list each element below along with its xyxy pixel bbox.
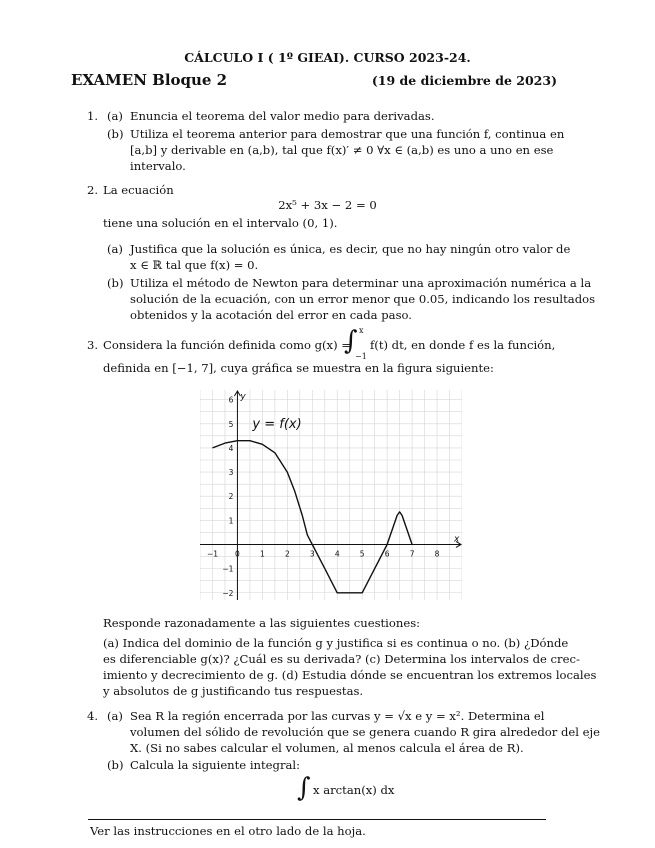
q2-intro: La ecuación — [103, 183, 174, 197]
q2b-line3: obtenidos y la acotación del error en cada paso. — [130, 308, 412, 322]
q1b-line1: Utiliza el teorema anterior para demostrar que una función f, continua en — [130, 127, 565, 141]
q2b-line2: solución de la ecuación, con un error menor que 0.05, indicando los resultados — [130, 292, 596, 306]
q3-instructions: Responde razonadamente a las siguientes cuestiones: — [103, 616, 421, 630]
q3-para-line2: es diferenciable g(x)? ¿Cuál es su derivada? (c) Determina los intervalos de crec- — [103, 652, 580, 666]
integral-lower-limit: −1 — [355, 352, 367, 361]
q3-para-line1: (a) Indica del dominio de la función g y justifica si es continua o no. (b) ¿Dónde — [103, 636, 569, 650]
integral-sign: ∫ — [344, 326, 358, 356]
page-title: CÁLCULO I ( 1º GIEAI). CURSO 2023-24. — [184, 50, 471, 65]
x-tick-label: 6 — [384, 549, 390, 559]
y-tick-label: −1 — [222, 564, 234, 574]
x-tick-label: 4 — [334, 549, 340, 559]
q3-line2: definida en [−1, 7], cuya gráfica se muestra en la figura siguiente: — [103, 361, 494, 375]
integral-upper-limit: x — [359, 326, 364, 335]
exam-heading: EXAMEN Bloque 2 — [71, 71, 228, 89]
function-graph — [200, 390, 462, 600]
q4b-integral: x arctan(x) dx — [313, 783, 395, 797]
exam-date: (19 de diciembre de 2023) — [371, 73, 557, 88]
q1b-label: (b) — [107, 127, 124, 141]
q2b-line1: Utiliza el método de Newton para determinar una aproximación numérica a la — [130, 276, 592, 290]
footer-rule — [88, 819, 546, 820]
q4a-line2: volumen del sólido de revolución que se genera cuando R gira alrededor del eje — [130, 725, 600, 739]
q3-para-line4: y absolutos de g justificando tus respuestas. — [103, 684, 364, 698]
y-tick-label: 4 — [228, 443, 234, 453]
y-tick-label: 6 — [228, 395, 234, 405]
q3-number: 3. — [87, 338, 99, 352]
q2a-line1: Justifica que la solución es única, es decir, que no hay ningún otro valor de — [130, 242, 571, 256]
q4b-label: (b) — [107, 758, 124, 772]
q3-para-line3: imiento y decrecimiento de g. (d) Estudia dónde se encuentran los extremos locales — [103, 668, 597, 682]
x-tick-label: 0 — [235, 549, 240, 559]
q4b-text: Calcula la siguiente integral: — [130, 758, 301, 772]
y-tick-label: 2 — [228, 492, 234, 502]
x-tick-label: 1 — [259, 549, 265, 559]
integral-sign-q4: ∫ — [297, 773, 311, 803]
footer-note: Ver las instrucciones en el otro lado de la hoja. — [90, 824, 366, 838]
y-tick-label: 5 — [228, 419, 234, 429]
q2-after: tiene una solución en el intervalo (0, 1). — [103, 216, 338, 230]
q1a-text: Enuncia el teorema del valor medio para derivadas. — [130, 109, 435, 123]
q4a-label: (a) — [107, 709, 123, 723]
y-tick-label: 1 — [228, 516, 234, 526]
q2-number: 2. — [87, 183, 99, 197]
x-tick-label: 7 — [409, 549, 415, 559]
x-axis-label: x — [454, 534, 460, 545]
y-tick-label: 3 — [228, 468, 234, 478]
q4a-line1: Sea R la región encerrada por las curvas y = √x e y = x². Determina el — [130, 709, 545, 723]
x-tick-label: 2 — [284, 549, 290, 559]
q2a-line2: x ∈ ℝ tal que f(x) = 0. — [130, 258, 259, 272]
x-tick-label: 3 — [309, 549, 315, 559]
q1b-line2: [a,b] y derivable en (a,b), tal que f(x)′ ≠ 0 ∀x ∈ (a,b) es uno a uno en ese — [130, 143, 554, 157]
q2a-label: (a) — [107, 242, 123, 256]
q2-equation: 2x⁵ + 3x − 2 = 0 — [278, 198, 377, 212]
q3-line1-a: Considera la función definida como g(x) = — [103, 338, 352, 352]
y-tick-label: −2 — [222, 588, 234, 598]
q4a-line3: X. (Si no sabes calcular el volumen, al menos calcula el área de R). — [130, 741, 524, 755]
x-tick-label: 5 — [359, 549, 365, 559]
q1a-label: (a) — [107, 109, 123, 123]
q2b-label: (b) — [107, 276, 124, 290]
x-tick-label: 8 — [434, 549, 440, 559]
q3-line1-b: f(t) dt, en donde f es la función, — [370, 338, 556, 352]
y-axis-label: y — [240, 392, 246, 402]
function-label: y = f(x) — [252, 416, 302, 432]
x-tick-label: −1 — [206, 549, 219, 559]
q1b-line3: intervalo. — [130, 159, 186, 173]
q4-number: 4. — [87, 709, 99, 723]
q1-number: 1. — [87, 109, 99, 123]
